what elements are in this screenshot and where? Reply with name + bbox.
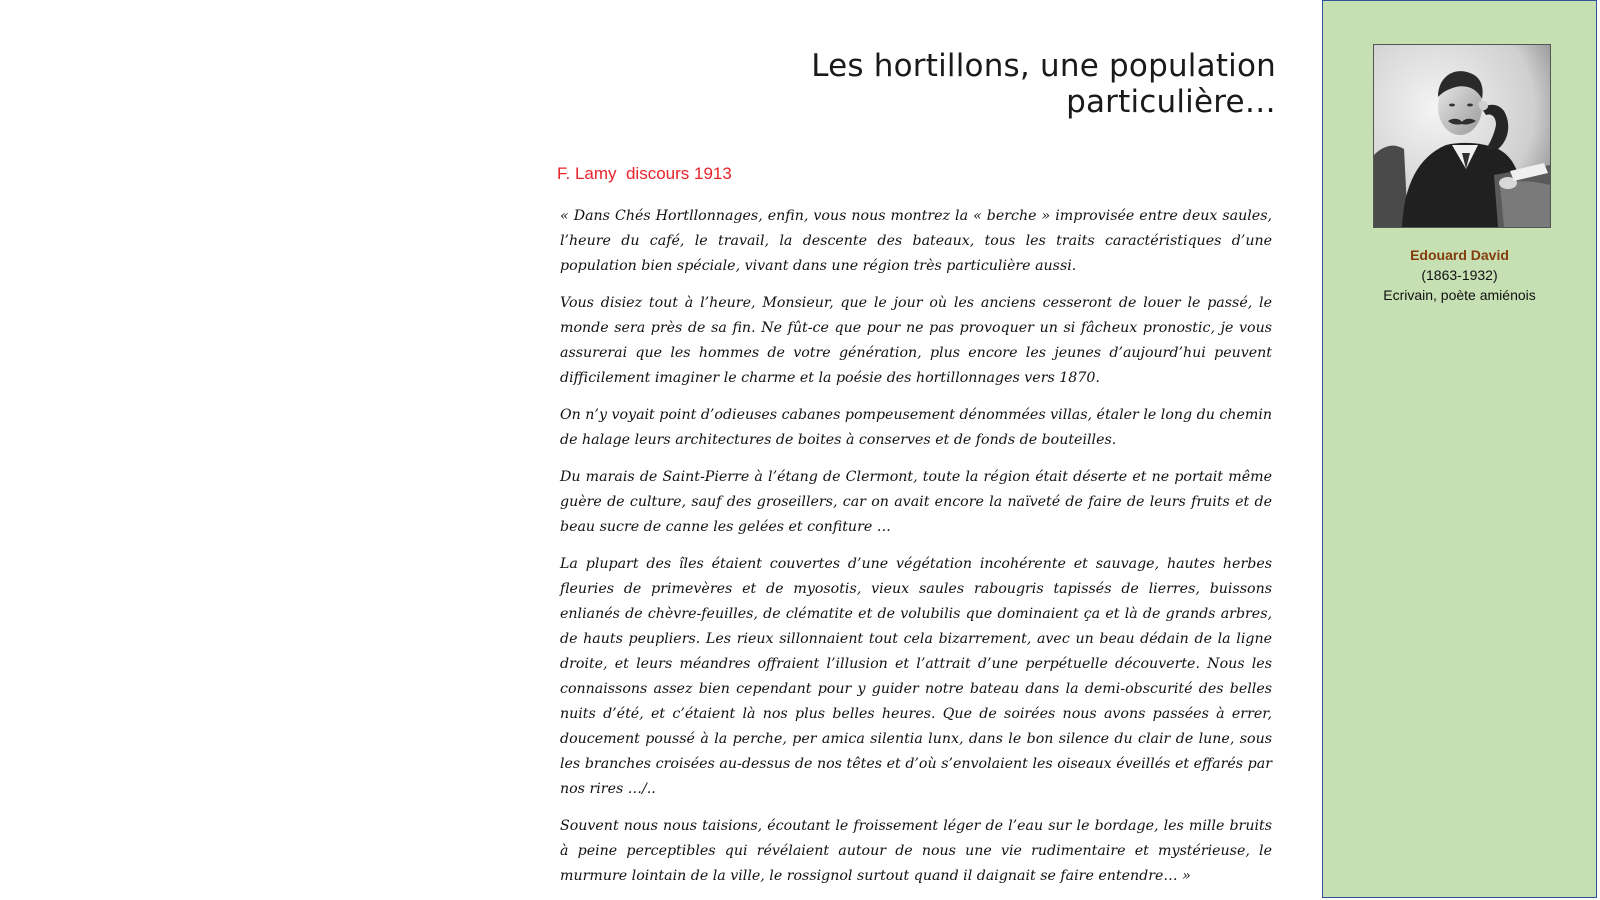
quote-paragraph: La plupart des îles étaient couvertes d’une végétation incohérente et sauvage, hautes herbes fleuries de primevères et de myosotis, vieux saules rabougris tapissés de lierres, buissons enlianés de chèvre-feuilles, de clématite et de volubilis que dominaient ça et là de grands arbres, de hauts peupliers. Les rieux sillonnaient tout cela bizarrement, avec un beau dédain de la ligne droite, et leurs méandres offraient l’illusion et l’attrait d’une perpétuelle découverte. Nous les connaissons assez bien cependant pour y guider notre bateau dans la demi-obscurité des belles nuits d’été, et c’étaient là nos plus belles heures. Que de soirées nous avons passées à errer, doucement poussé à la perche, per amica silentia lunx, dans le bon silence du clair de lune, sous les branches croisées au-dessus de nos têtes et d’où s’envolaient les oiseaux éveillés et effarés par nos rires …/.. [560, 556, 1272, 797]
page-title: Les hortillons, une population particulière… [811, 48, 1276, 120]
author-sidebar [1322, 0, 1597, 898]
quote-paragraph: On n’y voyait point d’odieuses cabanes pompeusement dénommées villas, étaler le long du chemin de halage leurs architectures de boites à conserves et de fonds de bouteilles. [560, 407, 1272, 448]
author-portrait [1373, 44, 1551, 228]
quote-paragraph: Vous disiez tout à l’heure, Monsieur, que le jour où les anciens cesseront de louer le passé, le monde sera près de sa fin. Ne fût-ce que pour ne pas provoquer un si fâcheux pronostic, je vous assurerai que les hommes de votre génération, plus encore les jeunes d’aujourd’hui peuvent difficilement imaginer le charme et la poésie des hortillonnages vers 1870. [560, 295, 1272, 386]
quote-paragraph: Du marais de Saint-Pierre à l’étang de Clermont, toute la région était déserte et ne portait même guère de culture, sauf des groseillers, car on avait encore la naïveté de faire de leurs fruits et de beau sucre de canne les gelées et confiture … [560, 469, 1272, 535]
portrait-photo-icon [1374, 45, 1550, 227]
author-caption [1323, 245, 1596, 305]
source-citation: F. Lamy discours 1913 [557, 164, 732, 183]
author-name: Edouard David [1410, 247, 1509, 263]
quote-text [560, 204, 1272, 900]
quote-paragraph: Souvent nous nous taisions, écoutant le froissement léger de l’eau sur le bordage, les mille bruits à peine perceptibles qui révélaient autour de nous une vie rudimentaire et mystérieuse, le murmure lointain de la ville, le rossignol surtout quand il daignait se faire entendre… » [560, 818, 1272, 884]
author-dates: (1863-1932) [1421, 267, 1498, 283]
quote-paragraph: « Dans Chés Hortllonnages, enfin, vous nous montrez la « berche » improvisée entre deux saules, l’heure du café, le travail, la descente des bateaux, tous les traits caractéristiques d’une population bien spéciale, vivant dans une région très particulière aussi. [560, 208, 1272, 274]
author-role: Ecrivain, poète amiénois [1383, 287, 1536, 303]
